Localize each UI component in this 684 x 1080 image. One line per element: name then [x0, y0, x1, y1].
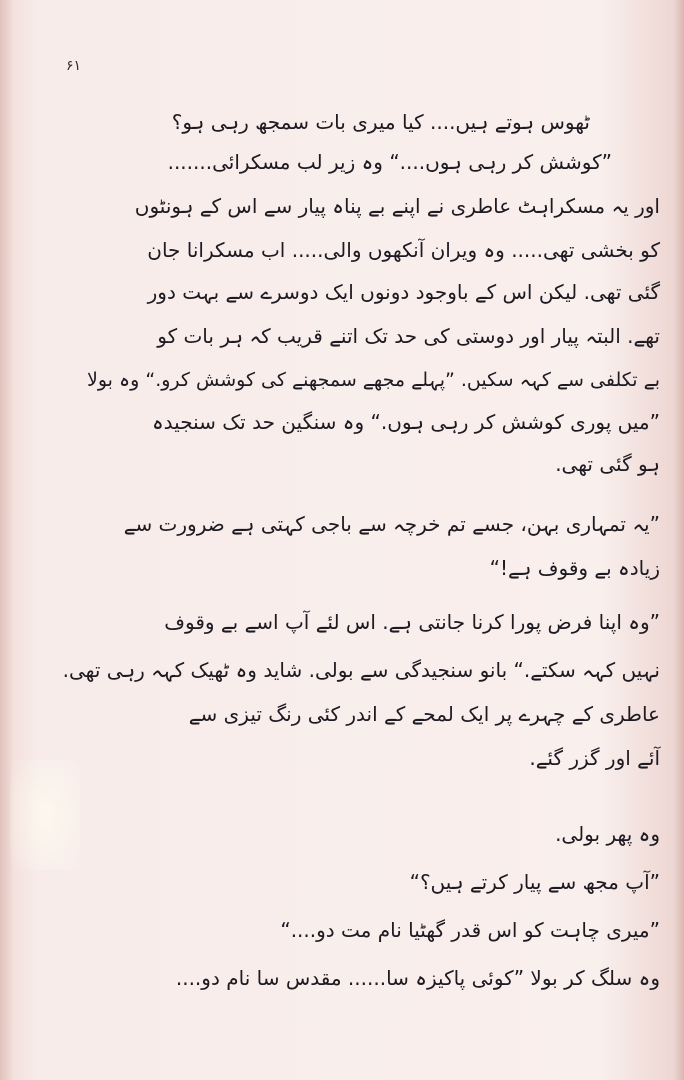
text-line-18: ”میری چاہت کو اس قدر گھٹیا نام مت دو....“ [280, 918, 660, 942]
text-line-6: تھے. البتہ پیار اور دوستی کی حد تک اتنے قریب کہ ہر بات کو [157, 324, 660, 348]
text-line-13: نہیں کہہ سکتے.“ بانو سنجیدگی سے بولی. شاید وہ ٹھیک کہہ رہی تھی. [62, 658, 660, 682]
text-line-7: بے تکلفی سے کہہ سکیں. ”پہلے مجھے سمجھنے کی کوشش کرو.“ وہ بولا [87, 369, 660, 391]
text-line-8: ”میں پوری کوشش کر رہی ہوں.“ وہ سنگین حد تک سنجیدہ [151, 410, 660, 434]
paper-stain [10, 760, 80, 870]
text-line-19: وہ سلگ کر بولا ”کوئی پاکیزہ سا...... مقدس سا نام دو.... [175, 966, 660, 990]
text-line-14: عاطری کے چہرے پر ایک لمحے کے اندر کئی رنگ تیزی سے [188, 702, 660, 726]
page-number: ۶۱ [66, 58, 82, 74]
text-line-1: ٹھوس ہوتے ہیں.... کیا میری بات سمجھ رہی ہو؟ [171, 110, 590, 134]
page-right-shadow [674, 0, 684, 1080]
text-line-2: ”کوشش کر رہی ہوں....“ وہ زیر لب مسکرائی....... [167, 150, 612, 174]
text-line-11: زیادہ بے وقوف ہے!“ [489, 556, 660, 580]
text-line-5: گئی تھی. لیکن اس کے باوجود دونوں ایک دوسرے سے بہت دور [147, 280, 660, 304]
text-line-15: آئے اور گزر گئے. [529, 746, 660, 770]
text-line-10: ”یہ تمہاری بہن، جسے تم خرچہ سے باجی کہتی ہے ضرورت سے [123, 512, 660, 536]
text-line-17: ”آپ مجھ سے پیار کرتے ہیں؟“ [409, 870, 660, 894]
text-line-4: کو بخشی تھی..... وہ ویران آنکھوں والی..... اب مسکرانا جان [147, 238, 660, 262]
text-line-9: ہو گئی تھی. [555, 452, 660, 476]
text-line-3: اور یہ مسکراہٹ عاطری نے اپنے بے پناہ پیار سے اس کے ہونٹوں [134, 194, 660, 218]
text-line-16: وہ پھر بولی. [555, 822, 660, 846]
text-line-12: ”وہ اپنا فرض پورا کرنا جانتی ہے. اس لئے آپ اسے بے وقوف [164, 610, 660, 634]
page-left-shadow [0, 0, 14, 1080]
